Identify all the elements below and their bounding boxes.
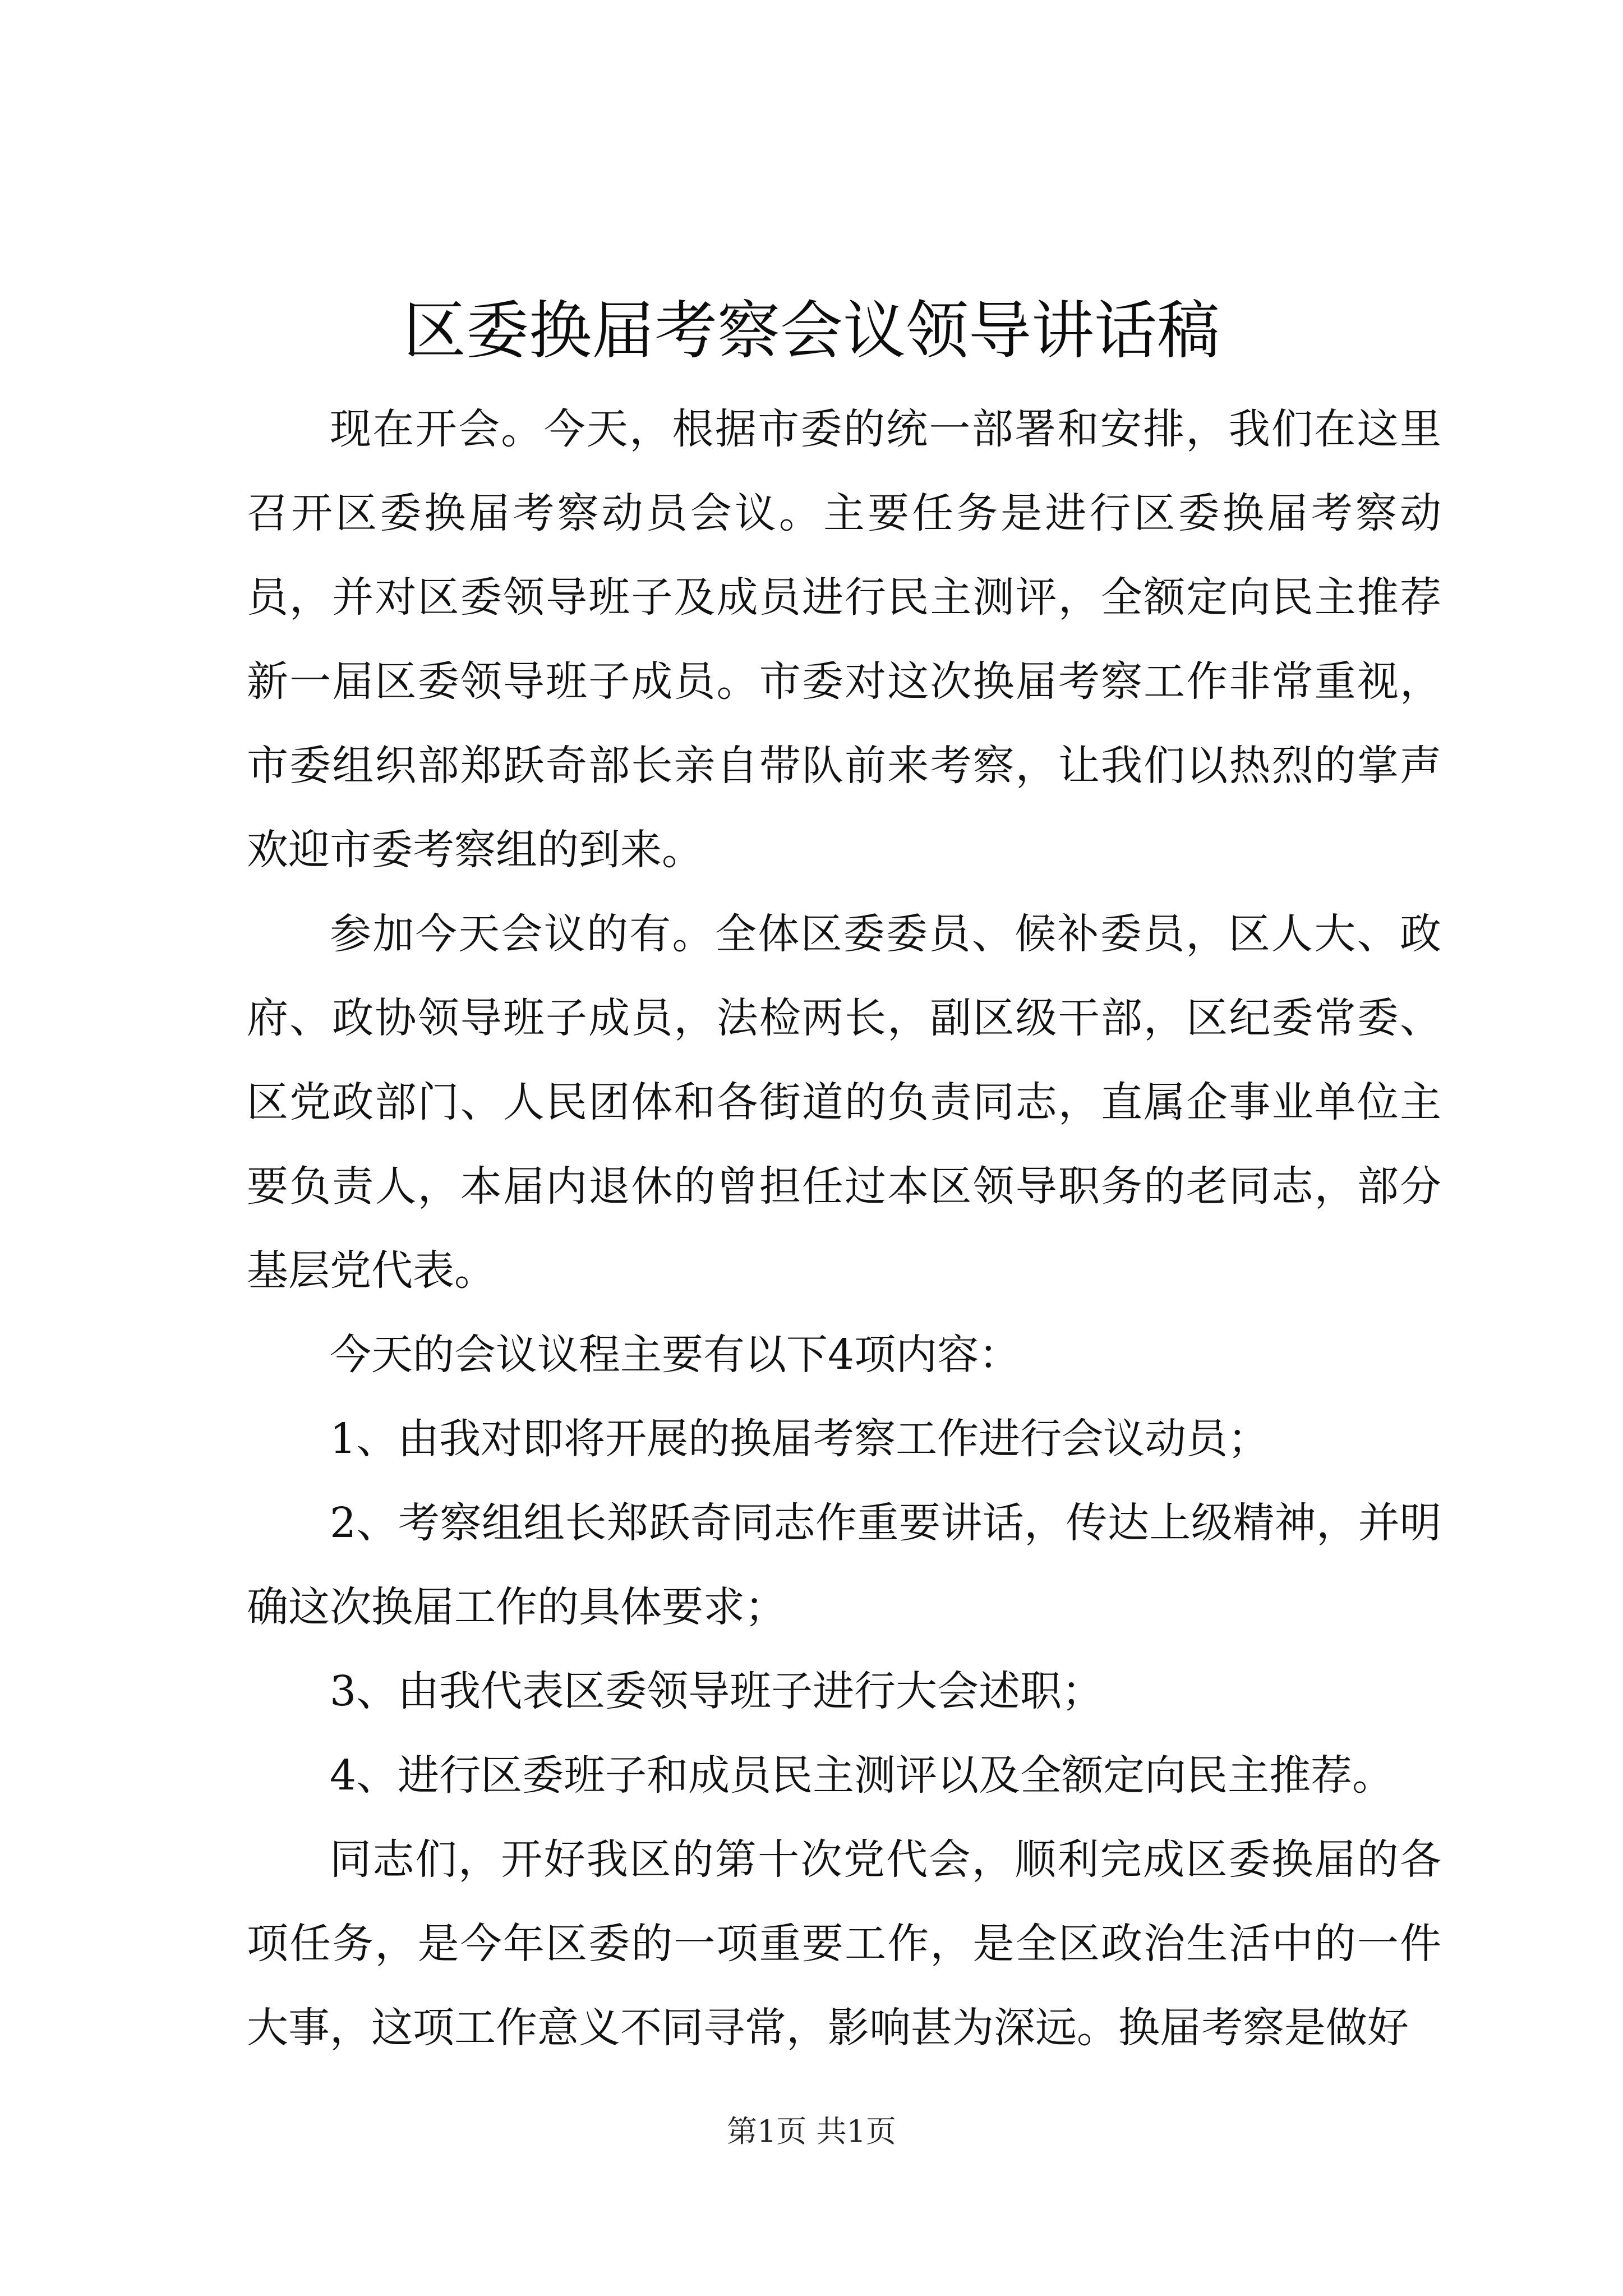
paragraph-attendees: 参加今天会议的有。全体区委委员、候补委员，区人大、政府、政协领导班子成员，法检两长，副区级干部，区纪委常委、区党政部门、人民团体和各街道的负责同志，直属企事业单位主要负责人，本届内退休的曾担任过本区领导职务的老同志，部分基层党代表。 [247, 910, 1441, 1295]
agenda-item-2: 2、考察组组长郑跃奇同志作重要讲话，传达上级精神，并明确这次换届工作的具体要求； [247, 1499, 1441, 1631]
agenda-item-1: 1、由我对即将开展的换届考察工作进行会议动员； [330, 1415, 1270, 1463]
paragraph-agenda-intro: 今天的会议议程主要有以下4项内容： [330, 1331, 1021, 1379]
document-title: 区委换届考察会议领导讲话稿 [403, 295, 1220, 367]
paragraph-opening: 现在开会。今天，根据市委的统一部署和安排，我们在这里召开区委换届考察动员会议。主要任务是进行区委换届考察动员，并对区委领导班子及成员进行民主测评，全额定向民主推荐新一届区委领导班子成员。市委对这次换届考察工作非常重视，市委组织部郑跃奇部长亲自带队前来考察，让我们以热烈的掌声欢迎市委考察组的到来。 [247, 405, 1441, 874]
page-footer: 第1页 共1页 [727, 2114, 896, 2149]
agenda-item-4: 4、进行区委班子和成员民主测评以及全额定向民主推荐。 [330, 1751, 1394, 1800]
document-body [247, 387, 1441, 2070]
paragraph-comrades: 同志们，开好我区的第十次党代会，顺利完成区委换届的各项任务，是今年区委的一项重要工作，是全区政治生活中的一件大事，这项工作意义不同寻常，影响甚为深远。换届考察是做好 [247, 1835, 1441, 2052]
agenda-item-3: 3、由我代表区委领导班子进行大会述职； [330, 1667, 1104, 1715]
